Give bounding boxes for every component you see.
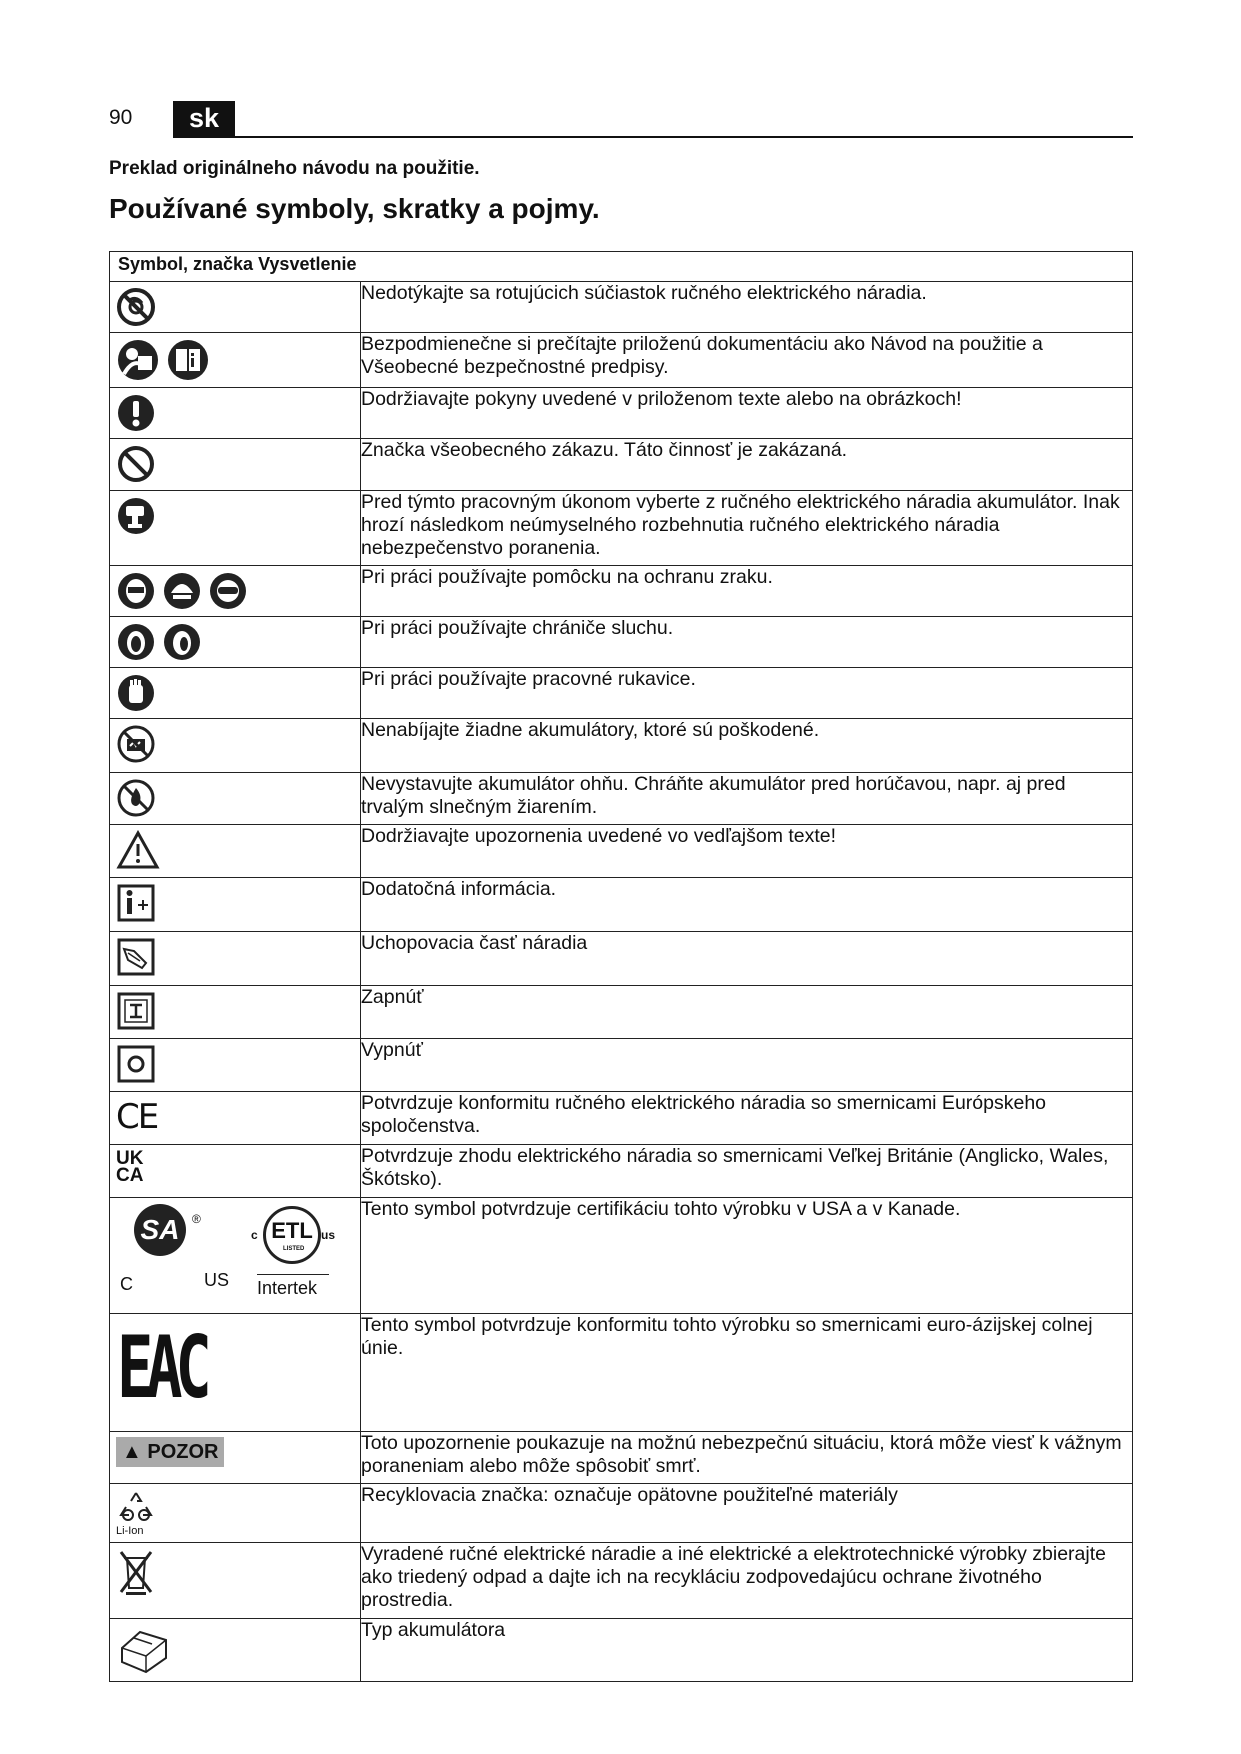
row-text: Potvrdzuje zhodu elektrického náradia so smernicami Veľkej Británie (Anglicko, Wales, Škótsko).: [361, 1145, 1133, 1198]
col-symbol-header: Symbol, značka: [118, 254, 254, 274]
table-row: [110, 1543, 1133, 1619]
row-text: Typ akumulátora: [361, 1619, 1133, 1682]
table-row: [110, 566, 1133, 617]
table-row: [110, 1619, 1133, 1682]
pozor-label: POZOR: [147, 1441, 219, 1463]
exclamation-icon: [116, 393, 156, 433]
table-header-row: [110, 252, 1133, 282]
ukca-mark-icon: [116, 1150, 143, 1184]
table-row: [110, 333, 1133, 388]
header-rule: [173, 136, 1133, 138]
eac-mark-icon: EAC: [117, 1318, 205, 1418]
table-row: [110, 1092, 1133, 1145]
row-text: Recyklovacia značka: označuje opätovne použiteľné materiály: [361, 1484, 1133, 1543]
warning-triangle-icon: [116, 830, 160, 870]
row-text: Tento symbol potvrdzuje certifikáciu tohto výrobku v USA a v Kanade.: [361, 1198, 1133, 1314]
table-row: [110, 388, 1133, 439]
no-touch-rotating-icon: [116, 287, 156, 327]
row-text: Dodatočná informácia.: [361, 878, 1133, 932]
intertek-label: Intertek: [257, 1278, 318, 1298]
read-manual-icon: [116, 338, 160, 382]
row-text: Potvrdzuje konformitu ručného elektrického náradia so smernicami Európskeho spoločenstva.: [361, 1092, 1133, 1145]
row-text: Nenabíjajte žiadne akumulátory, ktoré sú poškodené.: [361, 719, 1133, 773]
manual-book-icon: [166, 338, 210, 382]
remove-battery-icon: [116, 496, 156, 536]
table-row: [110, 617, 1133, 668]
etl-intertek-mark-icon: [245, 1204, 345, 1304]
table-row: [110, 773, 1133, 825]
csa-registered: ®: [192, 1212, 201, 1226]
battery-pack-icon: [116, 1624, 172, 1676]
etl-us: us: [321, 1228, 336, 1242]
ukca-top: UK: [116, 1148, 144, 1169]
no-charge-damaged-battery-icon: [116, 724, 156, 764]
symbols-table: [109, 251, 1133, 1682]
table-row: [110, 668, 1133, 719]
face-shield-icon: [116, 571, 156, 611]
info-plus-icon: [116, 883, 156, 923]
weee-bin-icon: [116, 1548, 156, 1596]
csa-c: C: [120, 1274, 133, 1294]
row-text: Pred týmto pracovným úkonom vyberte z ručného elektrického náradia akumulátor. Inak hrozí následkom neúmyselného rozbehnutia ručného elektrického náradia nebezpečenstvo poranenia.: [361, 491, 1133, 566]
row-text: Bezpodmienečne si prečítajte priloženú dokumentáciu ako Návod na použitie a Všeobecné bezpečnostné predpisy.: [361, 333, 1133, 388]
grip-area-icon: [116, 937, 156, 977]
row-text: Toto upozornenie poukazuje na možnú nebezpečnú situáciu, ktorá môže viesť k vážnym poraneniam alebo môže spôsobiť smrť.: [361, 1432, 1133, 1484]
li-ion-label: Li-Ion: [116, 1525, 144, 1537]
table-row: [110, 491, 1133, 566]
row-text: Vypnúť: [361, 1039, 1133, 1092]
row-text: Dodržiavajte upozornenia uvedené vo vedľajšom texte!: [361, 825, 1133, 878]
row-text: Nevystavujte akumulátor ohňu. Chráňte akumulátor pred horúčavou, napr. aj pred trvalým slnečným žiarením.: [361, 773, 1133, 825]
col-explanation-header: Vysvetlenie: [258, 254, 357, 274]
pozor-caution-icon: [116, 1437, 224, 1467]
csa-circle: SA: [134, 1204, 186, 1256]
table-row: [110, 1484, 1133, 1543]
table-row: [110, 986, 1133, 1039]
gloves-icon: [116, 673, 156, 713]
table-row: [110, 878, 1133, 932]
row-text: Dodržiavajte pokyny uvedené v priloženom texte alebo na obrázkoch!: [361, 388, 1133, 439]
csa-us: US: [204, 1270, 230, 1290]
ear-protection-icon: [116, 622, 156, 662]
switch-on-icon: [116, 991, 156, 1031]
recycling-li-ion-icon: [116, 1489, 156, 1525]
ukca-bottom: CA: [116, 1165, 144, 1186]
row-text: Pri práci používajte pracovné rukavice.: [361, 668, 1133, 719]
table-row: [110, 1198, 1133, 1314]
etl-circle: ETL: [263, 1206, 321, 1264]
row-text: Pri práci používajte chrániče sluchu.: [361, 617, 1133, 668]
row-text: Značka všeobecného zákazu. Táto činnosť je zakázaná.: [361, 439, 1133, 491]
safety-helmet-icon: [162, 571, 202, 611]
table-row: [110, 825, 1133, 878]
table-row: [110, 719, 1133, 773]
language-tab: sk: [173, 101, 235, 136]
row-text: Vyradené ručné elektrické náradie a iné elektrické a elektrotechnické výrobky zbierajte ako triedený odpad a dajte ich na recykláciu zodpovedajúcu ochrane životného prostredia.: [361, 1543, 1133, 1619]
etl-listed: LISTED: [283, 1246, 305, 1252]
switch-off-icon: [116, 1044, 156, 1084]
table-header: [110, 252, 1133, 282]
ear-protection-alt-icon: [162, 622, 202, 662]
table-row: [110, 1145, 1133, 1198]
prohibition-icon: [116, 444, 156, 484]
row-text: Tento symbol potvrdzuje konformitu tohto výrobku so smernicami euro-ázijskej colnej únie.: [361, 1314, 1133, 1432]
row-text: Nedotýkajte sa rotujúcich súčiastok ručného elektrického náradia.: [361, 282, 1133, 333]
etl-c: c: [251, 1228, 258, 1242]
page-title: Používané symboly, skratky a pojmy.: [109, 193, 600, 224]
safety-goggles-icon: [208, 571, 248, 611]
no-fire-battery-icon: [116, 778, 156, 818]
table-row: [110, 1432, 1133, 1484]
page-number: 90: [109, 106, 133, 129]
ce-mark-icon: CE: [116, 1097, 158, 1137]
table-row: [110, 282, 1133, 333]
table-row: [110, 1314, 1133, 1432]
pozor-warning-icon: ▲: [122, 1441, 142, 1463]
table-row: [110, 1039, 1133, 1092]
row-text: Zapnúť: [361, 986, 1133, 1039]
row-text: Pri práci používajte pomôcku na ochranu zraku.: [361, 566, 1133, 617]
table-row: [110, 439, 1133, 491]
row-text: Uchopovacia časť náradia: [361, 932, 1133, 986]
table-row: [110, 932, 1133, 986]
document-subtitle: Preklad originálneho návodu na použitie.: [109, 158, 480, 179]
csa-mark-icon: [120, 1204, 230, 1304]
